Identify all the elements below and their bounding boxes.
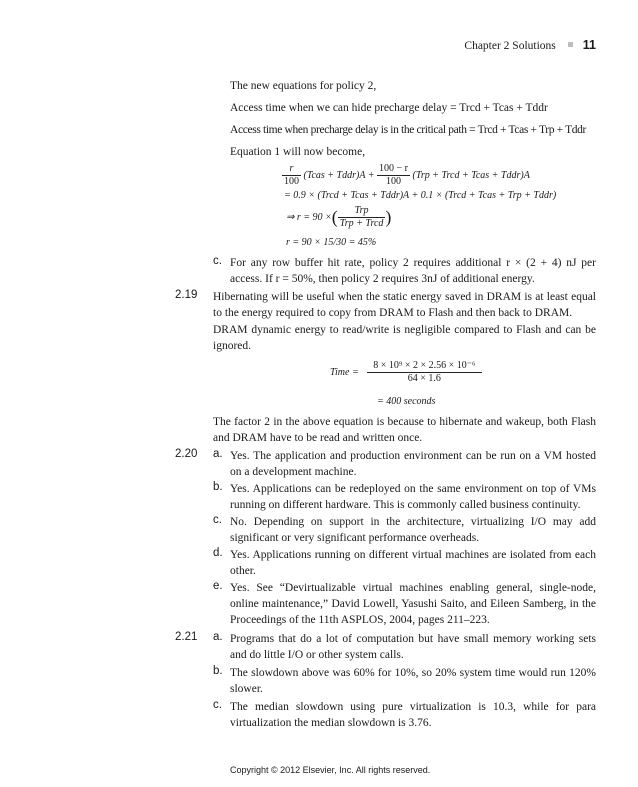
q220-item-b: Yes. Applications can be redeployed on the same environment on top of VMs running on different hardware. This is commonly called business continuity. [230,483,596,511]
fraction-denominator: 100 [386,176,401,187]
page-header [464,38,596,52]
fraction-numerator: 100 − r [379,163,408,174]
equation-term-1: (Tcas + Tddr)A + [303,169,375,181]
item-letter: b. [213,481,223,493]
time-equation [330,360,482,385]
policy2-intro: The new equations for policy 2, [230,80,377,92]
fraction-numerator: Trp [338,205,386,218]
copyright-footer: Copyright © 2012 Elsevier, Inc. All rights reserved. [230,765,431,775]
item-letter: c. [213,514,222,526]
item-letter: b. [213,665,223,677]
fraction-denominator: Trp + Trcd [339,218,384,229]
equation-result: r = 90 × 15/30 = 45% [286,237,377,248]
equation-implies: ⇒ r = 90 × [286,211,332,223]
question-number-2-21: 2.21 [175,631,198,643]
item-letter: c. [213,255,222,267]
fraction-trp [338,205,386,230]
fraction-r-over-100 [282,163,301,188]
item-c-text: For any row buffer hit rate, policy 2 requires additional r × (2 + 4) nJ per access. If r = 50%, then policy 2 requires 3nJ of additional energy. [230,257,596,285]
time-fraction [367,360,481,385]
policy2-eq-critical: Access time when precharge delay is in the critical path = Trcd + Tcas + Trp + Tddr [230,124,587,136]
q220-item-c: No. Depending on support in the architecture, virtualizing I/O may add significant or very significant performance overheads. [230,516,596,544]
fraction-numerator: r [282,163,301,176]
equation-line-2: = 0.9 × (Trcd + Tcas + Tddr)A + 0.1 × (Trcd + Tcas + Trp + Tddr) [284,190,557,201]
policy2-eq1-intro: Equation 1 will now become, [230,146,366,158]
q220-item-d: Yes. Applications running on different virtual machines are isolated from each other. [230,549,596,577]
equation-line-3: ⇒ r = 90 ×( $\frac{\text{Trp}}{\text{Trp + Trcd}}$ ) [286,205,392,229]
q219-paragraph-3: The factor 2 in the above equation is because to hibernate and wakeup, both Flash and DRAM have to be read and written once. [213,416,596,444]
fraction-denominator: 64 × 1.6 [407,373,441,384]
item-letter: d. [213,547,223,559]
equation-term-2: (Trp + Trcd + Tcas + Tddr)A [412,169,530,181]
q220-item-a: Yes. The application and production environment can be run on a VM hosted on a development machine. [230,450,596,478]
q221-item-a: Programs that do a lot of computation but have small memory working sets and do little I/O or other system calls. [230,633,596,661]
fraction-denominator: 100 [284,176,299,187]
item-letter: e. [213,580,223,592]
separator-square-icon [568,42,573,47]
question-number-2-20: 2.20 [175,448,198,460]
time-result: = 400 seconds [377,396,436,407]
item-letter: a. [213,631,223,643]
item-letter: a. [213,448,223,460]
fraction-100-minus-r [377,163,410,188]
q219-paragraph-1: Hibernating will be useful when the static energy saved in DRAM is at least equal to the energy required to copy from DRAM to Flash and then back to DRAM. [213,291,596,319]
chapter-title: Chapter 2 Solutions [464,40,556,52]
page-number: 11 [582,38,596,52]
question-number-2-19: 2.19 [175,289,198,301]
q221-item-b: The slowdown above was 60% for 10%, so 20% system time would run 120% slower. [230,667,596,695]
item-letter: c. [213,699,222,711]
q220-item-e: Yes. See “Devirtualizable virtual machines enabling general, single-node, online maintenance,” David Lowell, Yasushi Saito, and Eileen Samberg, in the Proceedings of the 11th ASPLOS, 2004, pages 211–223. [230,582,596,626]
time-label: Time = [330,366,359,378]
q219-paragraph-2: DRAM dynamic energy to read/write is negligible compared to Flash and can be ignored. [213,324,596,352]
policy2-eq-hide: Access time when we can hide precharge delay = Trcd + Tcas + Tddr [230,102,548,114]
fraction-numerator: 8 × 10⁹ × 2 × 2.56 × 10⁻⁶ [367,360,481,373]
q221-item-c: The median slowdown using pure virtualization is 10.3, while for para virtualization the median slowdown is 3.76. [230,701,596,729]
equation-line-1 [282,163,530,188]
